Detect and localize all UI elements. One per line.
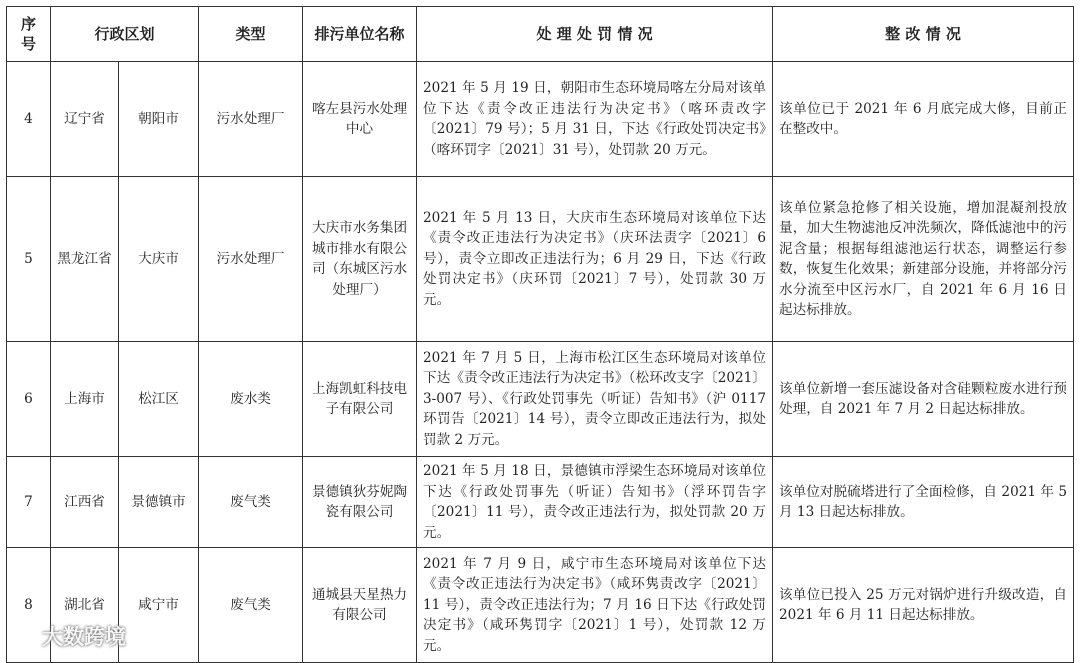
row-penalty: 2021 年 7 月 5 日，上海市松江区生态环境局对该单位下达《责令改正违法行为决定书》（松环改支字〔2021〕3-007 号）、《行政处罚事先（听证）告知书》（沪 0117 环罚告〔2021〕14 号），责令立即改正违法行为，拟处罚款 2 万元。 xyxy=(417,342,773,457)
row-penalty: 2021 年 5 月 19 日，朝阳市生态环境局喀左分局对该单位下达《责令改正违法行为决定书》（喀环责改字〔2021〕79 号）；5 月 31 日，下达《行政处罚决定书》（喀环罚字〔2021〕31 号），处罚款 20 万元。 xyxy=(417,62,773,177)
table-row xyxy=(7,342,1074,457)
row-unit: 喀左县污水处理中心 xyxy=(303,62,417,177)
row-penalty: 2021 年 5 月 13 日，大庆市生态环境局对该单位下达《责令改正违法行为决定书》（庆环法责字〔2021〕6 号），责令立即改正违法行为；6 月 29 日，下达《行政处罚决定书》（庆环罚〔2021〕7 号），处罚款 30 万元。 xyxy=(417,177,773,342)
row-rectify: 该单位对脱硫塔进行了全面检修，自 2021 年 5 月 13 日起达标排放。 xyxy=(773,457,1074,548)
row-province: 湖北省 xyxy=(51,548,119,663)
row-province: 辽宁省 xyxy=(51,62,119,177)
row-city: 大庆市 xyxy=(119,177,199,342)
row-province: 上海市 xyxy=(51,342,119,457)
header-region: 行政区划 xyxy=(51,7,199,62)
row-unit: 上海凯虹科技电子有限公司 xyxy=(303,342,417,457)
row-type: 废水类 xyxy=(199,342,303,457)
header-seq: 序号 xyxy=(7,7,51,62)
table-row xyxy=(7,177,1074,342)
table-row xyxy=(7,62,1074,177)
row-seq: 4 xyxy=(7,62,51,177)
row-penalty: 2021 年 5 月 18 日，景德镇市浮梁生态环境局对该单位下达《行政处罚事先（听证）告知书》（浮环罚告字〔2021〕11 号），责令改正违法行为，拟处罚款 20 万元。 xyxy=(417,457,773,548)
row-rectify: 该单位已于 2021 年 6 月底完成大修，目前正在整改中。 xyxy=(773,62,1074,177)
table-row xyxy=(7,548,1074,663)
header-rectify: 整 改 情 况 xyxy=(773,7,1074,62)
row-type: 废气类 xyxy=(199,457,303,548)
row-unit: 通城县天星热力有限公司 xyxy=(303,548,417,663)
row-city: 景德镇市 xyxy=(119,457,199,548)
penalty-table xyxy=(6,6,1074,663)
row-province: 黑龙江省 xyxy=(51,177,119,342)
row-city: 松江区 xyxy=(119,342,199,457)
row-type: 污水处理厂 xyxy=(199,177,303,342)
row-seq: 7 xyxy=(7,457,51,548)
row-rectify: 该单位新增一套压滤设备对含硅颗粒废水进行预处理，自 2021 年 7 月 2 日起达标排放。 xyxy=(773,342,1074,457)
watermark-text: 大数跨境 xyxy=(42,625,126,649)
row-unit: 大庆市水务集团城市排水有限公司（东城区污水处理厂） xyxy=(303,177,417,342)
row-penalty: 2021 年 7 月 9 日，咸宁市生态环境局对该单位下达《责令改正违法行为决定书》（咸环隽责改字〔2021〕11 号），责令改正违法行为；7 月 16 日下达《行政处罚决定书》（咸环隽罚字〔2021〕1 号），处罚款 12 万元。 xyxy=(417,548,773,663)
row-unit: 景德镇狄芬妮陶瓷有限公司 xyxy=(303,457,417,548)
row-type: 污水处理厂 xyxy=(199,62,303,177)
row-city: 朝阳市 xyxy=(119,62,199,177)
row-rectify: 该单位紧急抢修了相关设施，增加混凝剂投放量，加大生物滤池反冲洗频次，降低滤池中的污泥含量；根据每组滤池运行状态，调整运行参数，恢复生化效果；新建部分设施，并将部分污水分流至中区污水厂，自 2021 年 6 月 16 日起达标排放。 xyxy=(773,177,1074,342)
row-seq: 5 xyxy=(7,177,51,342)
header-row xyxy=(7,7,1074,62)
header-type: 类型 xyxy=(199,7,303,62)
weibo-logo-icon xyxy=(8,624,36,648)
row-seq: 6 xyxy=(7,342,51,457)
row-type: 废气类 xyxy=(199,548,303,663)
row-rectify: 该单位已投入 25 万元对锅炉进行升级改造，自 2021 年 6 月 11 日起达标排放。 xyxy=(773,548,1074,663)
table-row xyxy=(7,457,1074,548)
header-unit: 排污单位名称 xyxy=(303,7,417,62)
row-seq: 8 xyxy=(7,548,51,663)
row-city: 咸宁市 xyxy=(119,548,199,663)
header-penalty: 处 理 处 罚 情 况 xyxy=(417,7,773,62)
watermark xyxy=(8,621,126,651)
row-province: 江西省 xyxy=(51,457,119,548)
